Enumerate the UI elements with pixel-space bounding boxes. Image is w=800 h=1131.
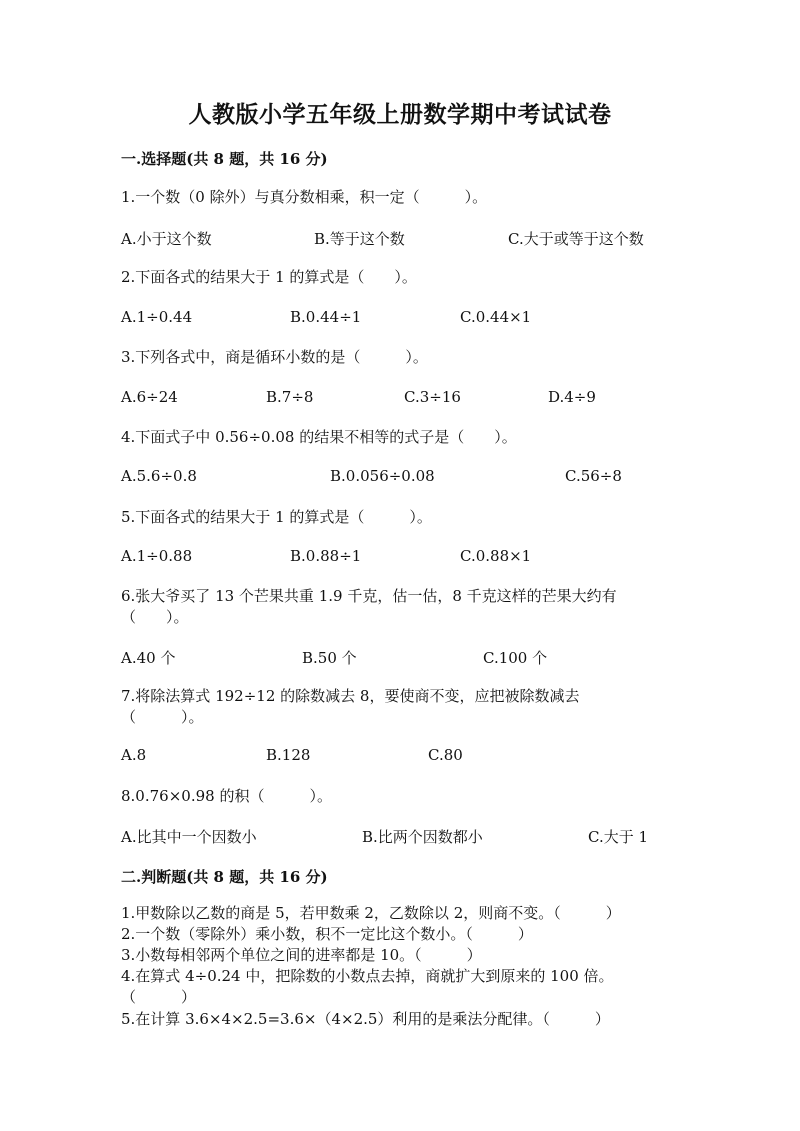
- judge-question-1: 1.甲数除以乙数的商是 5，若甲数乘 2，乙数除以 2，则商不变。（ ）: [121, 904, 621, 922]
- q1-option-a: A.小于这个数: [121, 230, 212, 248]
- question-5: 5.下面各式的结果大于 1 的算式是（ ）。: [121, 508, 432, 526]
- q2-option-b: B.0.44÷1: [290, 308, 362, 326]
- q2-option-a: A.1÷0.44: [121, 308, 193, 326]
- q4-option-a: A.5.6÷0.8: [121, 467, 197, 485]
- q8-option-b: B.比两个因数都小: [362, 828, 483, 846]
- section-heading-true-false: 二.判断题(共 8 题，共 16 分): [121, 868, 328, 886]
- question-8: 8.0.76×0.98 的积（ ）。: [121, 787, 332, 805]
- q1-option-c: C.大于或等于这个数: [508, 230, 644, 248]
- q3-option-b: B.7÷8: [266, 388, 314, 406]
- q4-option-b: B.0.056÷0.08: [330, 467, 435, 485]
- q5-option-c: C.0.88×1: [460, 547, 532, 565]
- judge-question-4-continuation: （ ）: [121, 988, 197, 1006]
- judge-question-2: 2.一个数（零除外）乘小数，积不一定比这个数小。（ ）: [121, 925, 533, 943]
- q7-option-b: B.128: [266, 746, 311, 764]
- q4-option-c: C.56÷8: [565, 467, 622, 485]
- q2-option-c: C.0.44×1: [460, 308, 532, 326]
- q6-option-a: A.40 个: [121, 649, 176, 667]
- q6-option-c: C.100 个: [483, 649, 548, 667]
- q7-option-a: A.8: [121, 746, 147, 764]
- q3-option-a: A.6÷24: [121, 388, 178, 406]
- q8-option-c: C.大于 1: [588, 828, 649, 846]
- judge-question-3: 3.小数每相邻两个单位之间的进率都是 10。（ ）: [121, 946, 482, 964]
- question-3: 3.下列各式中，商是循环小数的是（ ）。: [121, 348, 428, 366]
- question-6: 6.张大爷买了 13 个芒果共重 1.9 千克，估一估，8 千克这样的芒果大约有: [121, 587, 617, 605]
- q1-option-b: B.等于这个数: [314, 230, 405, 248]
- question-1: 1.一个数（0 除外）与真分数相乘，积一定（ ）。: [121, 188, 488, 206]
- q5-option-a: A.1÷0.88: [121, 547, 193, 565]
- question-4: 4.下面式子中 0.56÷0.08 的结果不相等的式子是（ ）。: [121, 428, 517, 446]
- page-title: 人教版小学五年级上册数学期中考试试卷: [188, 101, 612, 128]
- question-2: 2.下面各式的结果大于 1 的算式是（ ）。: [121, 268, 417, 286]
- question-7-continuation: （ ）。: [121, 708, 204, 726]
- q3-option-d: D.4÷9: [548, 388, 596, 406]
- question-7: 7.将除法算式 192÷12 的除数减去 8，要使商不变，应把被除数减去: [121, 687, 580, 705]
- q7-option-c: C.80: [428, 746, 463, 764]
- judge-question-5: 5.在计算 3.6×4×2.5=3.6×（4×2.5）利用的是乘法分配律。（ ）: [121, 1010, 610, 1028]
- question-6-continuation: （ ）。: [121, 608, 189, 626]
- q8-option-a: A.比其中一个因数小: [121, 828, 257, 846]
- section-heading-multiple-choice: 一.选择题(共 8 题，共 16 分): [121, 150, 328, 168]
- q3-option-c: C.3÷16: [404, 388, 461, 406]
- q5-option-b: B.0.88÷1: [290, 547, 362, 565]
- judge-question-4: 4.在算式 4÷0.24 中，把除数的小数点去掉，商就扩大到原来的 100 倍。: [121, 967, 614, 985]
- q6-option-b: B.50 个: [302, 649, 357, 667]
